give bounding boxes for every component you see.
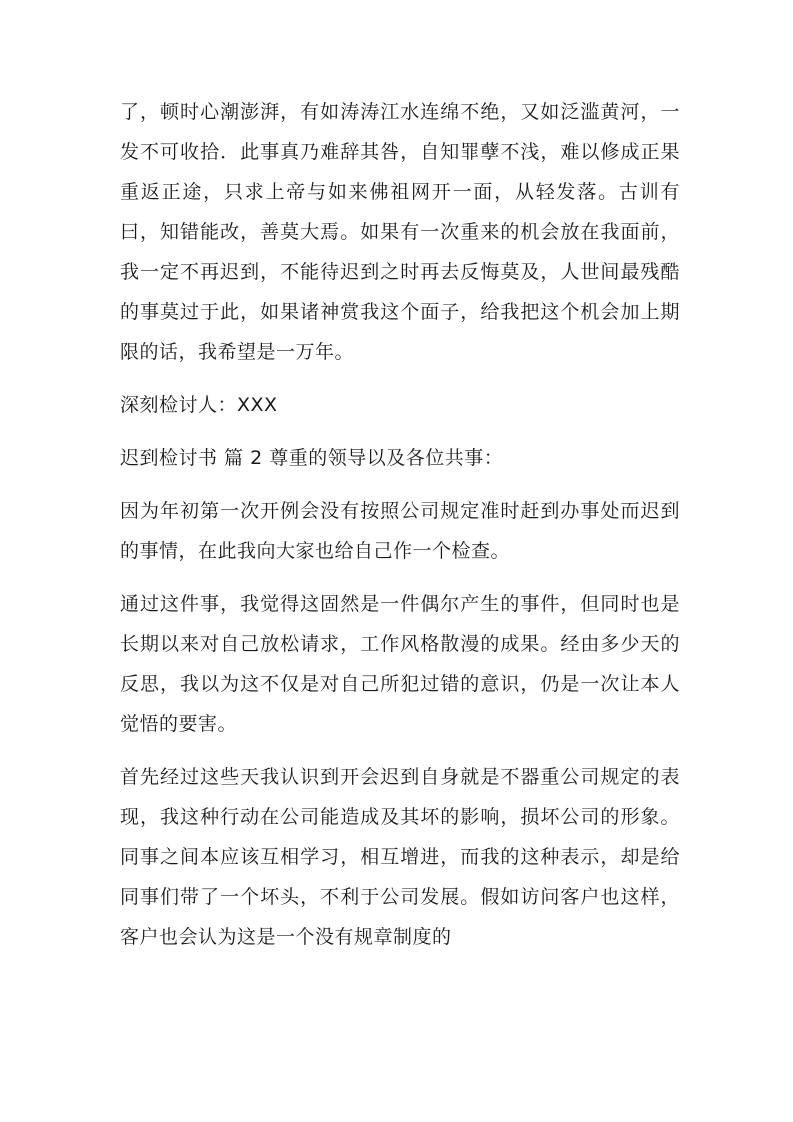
paragraph: 因为年初第一次开例会没有按照公司规定准时赶到办事处而迟到的事情，在此我向大家也给自己作一个检查。	[120, 500, 680, 562]
paragraph: 通过这件事，我觉得这固然是一件偶尔产生的事件，但同时也是长期以来对自己放松请求，工作风格散漫的成果。经由多少天的反思，我以为这不仅是对自己所犯过错的意识，仍是一次让本人觉悟的要害。	[120, 593, 680, 735]
paragraph: 首先经过这些天我认识到开会迟到自身就是不器重公司规定的表现，我这种行动在公司能造成及其坏的影响，损坏公司的形象。同事之间本应该互相学习，相互增进，而我的这种表示，却是给同事们带了一个坏头，不利于公司发展。假如访问客户也这样，客户也会认为这是一个没有规章制度的	[120, 766, 680, 948]
section-heading: 迟到检讨书 篇 2 尊重的领导以及各位共事：	[120, 447, 504, 469]
signature-line: 深刻检讨人：XXX	[120, 394, 278, 416]
paragraph-continuation: 了，顿时心潮澎湃，有如涛涛江水连绵不绝，又如泛滥黄河，一发不可收拾．此事真乃难辞其咎，自知罪孽不浅，难以修成正果重返正途，只求上帝与如来佛祖网开一面，从轻发落。古训有曰，知错能改，善莫大焉。如果有一次重来的机会放在我面前，我一定不再迟到，不能待迟到之时再去反悔莫及，人世间最残酷的事莫过于此，如果诸神赏我这个面子，给我把这个机会加上期限的话，我希望是一万年。	[120, 101, 680, 363]
document-body	[120, 92, 680, 970]
